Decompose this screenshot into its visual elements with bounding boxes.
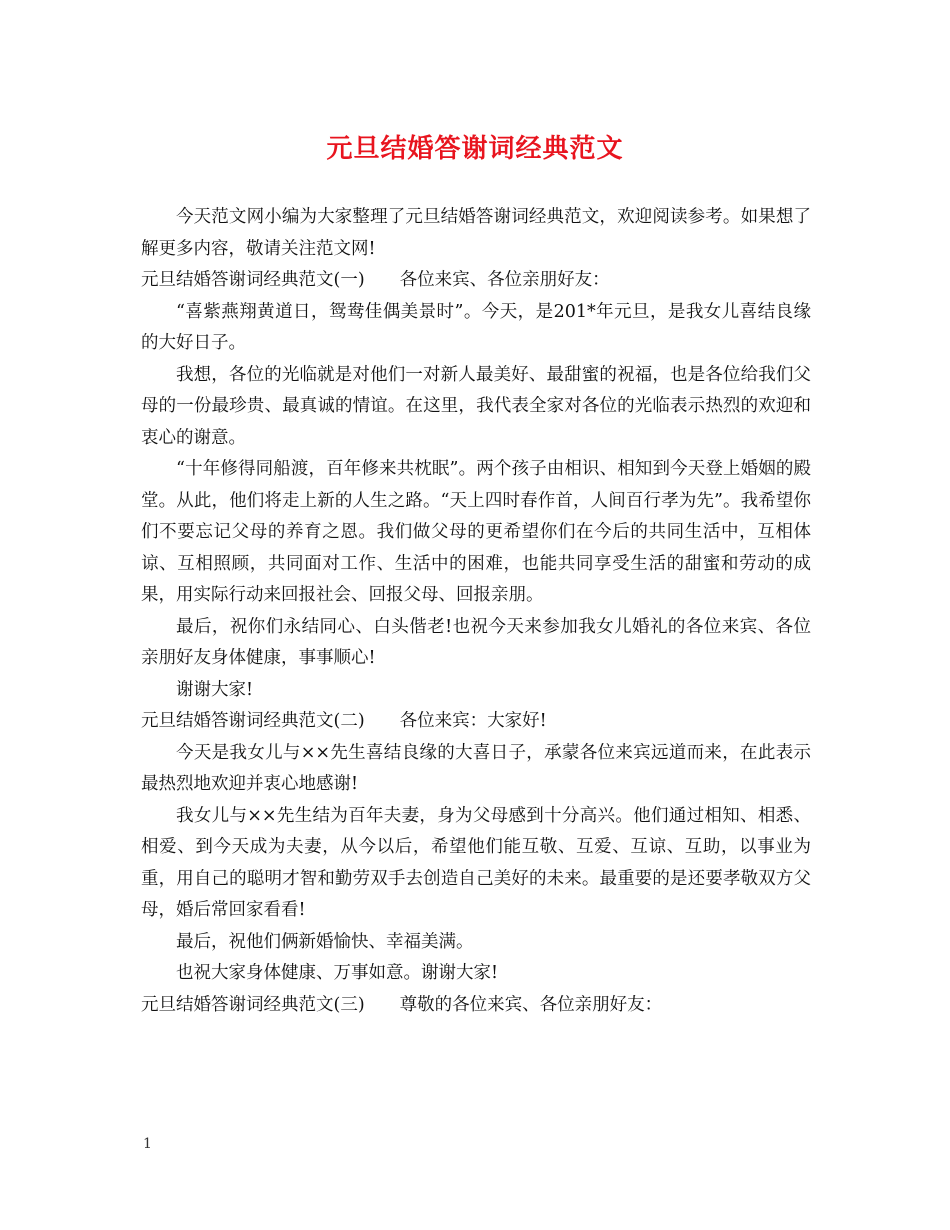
paragraph: 今天是我女儿与××先生喜结良缘的大喜日子，承蒙各位来宾远道而来，在此表示最热烈地欢迎并衷心地感谢!	[141, 742, 811, 794]
paragraph: 我想，各位的光临就是对他们一对新人最美好、最甜蜜的祝福，也是各位给我们父母的一份最珍贵、最真诚的情谊。在这里，我代表全家对各位的光临表示热烈的欢迎和衷心的谢意。	[141, 364, 811, 448]
paragraph: “喜紫燕翔黄道日，鸳鸯佳偶美景时”。今天，是201*年元旦，是我女儿喜结良缘的大好日子。	[141, 301, 811, 353]
paragraph: 最后，祝你们永结同心、白头偕老!也祝今天来参加我女儿婚礼的各位来宾、各位亲朋好友身体健康，事事顺心!	[141, 616, 811, 668]
paragraph: 谢谢大家!	[176, 679, 254, 700]
paragraph: 最后，祝他们俩新婚愉快、幸福美满。	[176, 931, 474, 952]
paragraph: 也祝大家身体健康、万事如意。谢谢大家!	[176, 963, 499, 983]
paragraph: 我女儿与××先生结为百年夫妻，身为父母感到十分高兴。他们通过相知、相悉、相爱、到今天成为夫妻，从今以后，希望他们能互敬、互爱、互谅、互助，以事业为重，用自己的聪明才智和勤劳双手去创造自己美好的未来。最重要的是还要孝敬双方父母，婚后常回家看看!	[141, 805, 811, 920]
paragraph-intro: 今天范文网小编为大家整理了元旦结婚答谢词经典范文，欢迎阅读参考。如果想了解更多内容，敬请关注范文网!	[141, 207, 811, 259]
section-heading-3: 元旦结婚答谢词经典范文(三) 尊敬的各位来宾、各位亲朋好友：	[141, 994, 663, 1015]
document-body	[141, 202, 811, 1021]
paragraph: “十年修得同船渡，百年修来共枕眠”。两个孩子由相识、相知到今天登上婚姻的殿堂。从此，他们将走上新的人生之路。“天上四时春作首，人间百行孝为先”。我希望你们不要忘记父母的养育之恩。我们做父母的更希望你们在今后的共同生活中，互相体谅、互相照顾，共同面对工作、生活中的困难，也能共同享受生活的甜蜜和劳动的成果，用实际行动来回报社会、回报父母、回报亲朋。	[141, 459, 811, 605]
page-number: 1	[143, 1136, 152, 1152]
section-heading-1: 元旦结婚答谢词经典范文(一) 各位来宾、各位亲朋好友：	[141, 270, 610, 290]
section-heading-2: 元旦结婚答谢词经典范文(二) 各位来宾：大家好!	[141, 711, 547, 731]
page-title: 元旦结婚答谢词经典范文	[326, 134, 624, 164]
